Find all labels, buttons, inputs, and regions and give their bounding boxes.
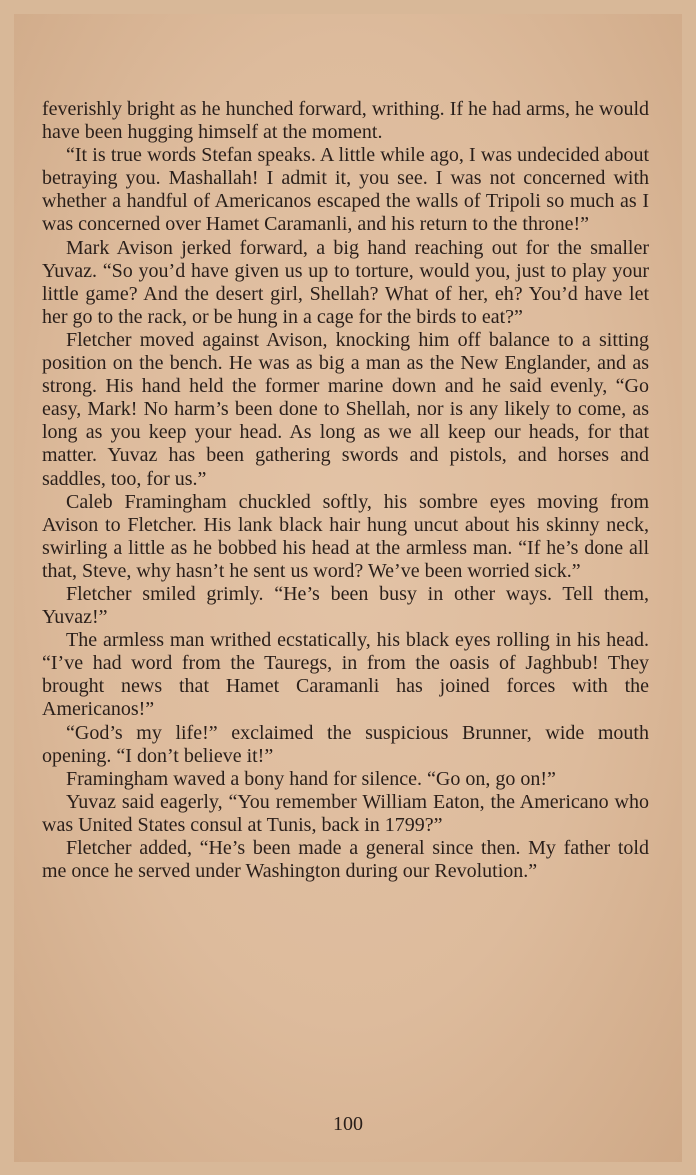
paragraph: Fletcher moved against Avison, knocking him off balance to a sitting position on the bench. He was as big a man as the New Englander, and as strong. His hand held the former marine down and he said evenly, “Go easy, Mark! No harm’s been done to Shellah, nor is any likely to come, as long as you keep your head. As long as we all keep our heads, for that matter. Yuvaz has been gathering swords and pistols, and horses and saddles, too, for us.”: [42, 328, 649, 490]
paragraph: Fletcher smiled grimly. “He’s been busy in other ways. Tell them, Yuvaz!”: [42, 582, 649, 629]
paragraph: “God’s my life!” exclaimed the suspicious Brunner, wide mouth opening. “I don’t believe it!”: [42, 721, 649, 767]
paragraph: Yuvaz said eagerly, “You remember William Eaton, the Americano who was United States consul at Tunis, back in 1799?”: [42, 790, 649, 836]
paragraph: feverishly bright as he hunched forward, writhing. If he had arms, he would have been hugging himself at the moment.: [42, 98, 649, 144]
paragraph: “It is true words Stefan speaks. A little while ago, I was undecided about betraying you. Mashallah! I admit it, you see. I was not concerned with whether a handful of Americanos escaped the walls of Tripoli so much as I was concerned over Hamet Caramanli, and his return to the throne!”: [42, 144, 649, 236]
paragraph: Fletcher added, “He’s been made a general since then. My father told me once he served under Washington during our Revolution.”: [42, 837, 649, 883]
body-text: [42, 98, 649, 883]
paragraph: Framingham waved a bony hand for silence. “Go on, go on!”: [66, 767, 556, 790]
paragraph: Caleb Framingham chuckled softly, his sombre eyes moving from Avison to Fletcher. His lank black hair hung uncut about his skinny neck, swirling a little as he bobbed his head at the armless man. “If he’s done all that, Steve, why hasn’t he sent us word? We’ve been worried sick.”: [42, 490, 649, 582]
paragraph: The armless man writhed ecstatically, his black eyes rolling in his head. “I’ve had word from the Tauregs, in from the oasis of Jaghbub! They brought news that Hamet Caramanli has joined forces with the Americanos!”: [42, 629, 649, 721]
paragraph: Mark Avison jerked forward, a big hand reaching out for the smaller Yuvaz. “So you’d have given us up to torture, would you, just to play your little game? And the desert girl, Shellah? What of her, eh? You’d have let her go to the rack, or be hung in a cage for the birds to eat?”: [42, 236, 649, 328]
book-page: [14, 14, 682, 1162]
page-number: 100: [333, 1113, 363, 1135]
